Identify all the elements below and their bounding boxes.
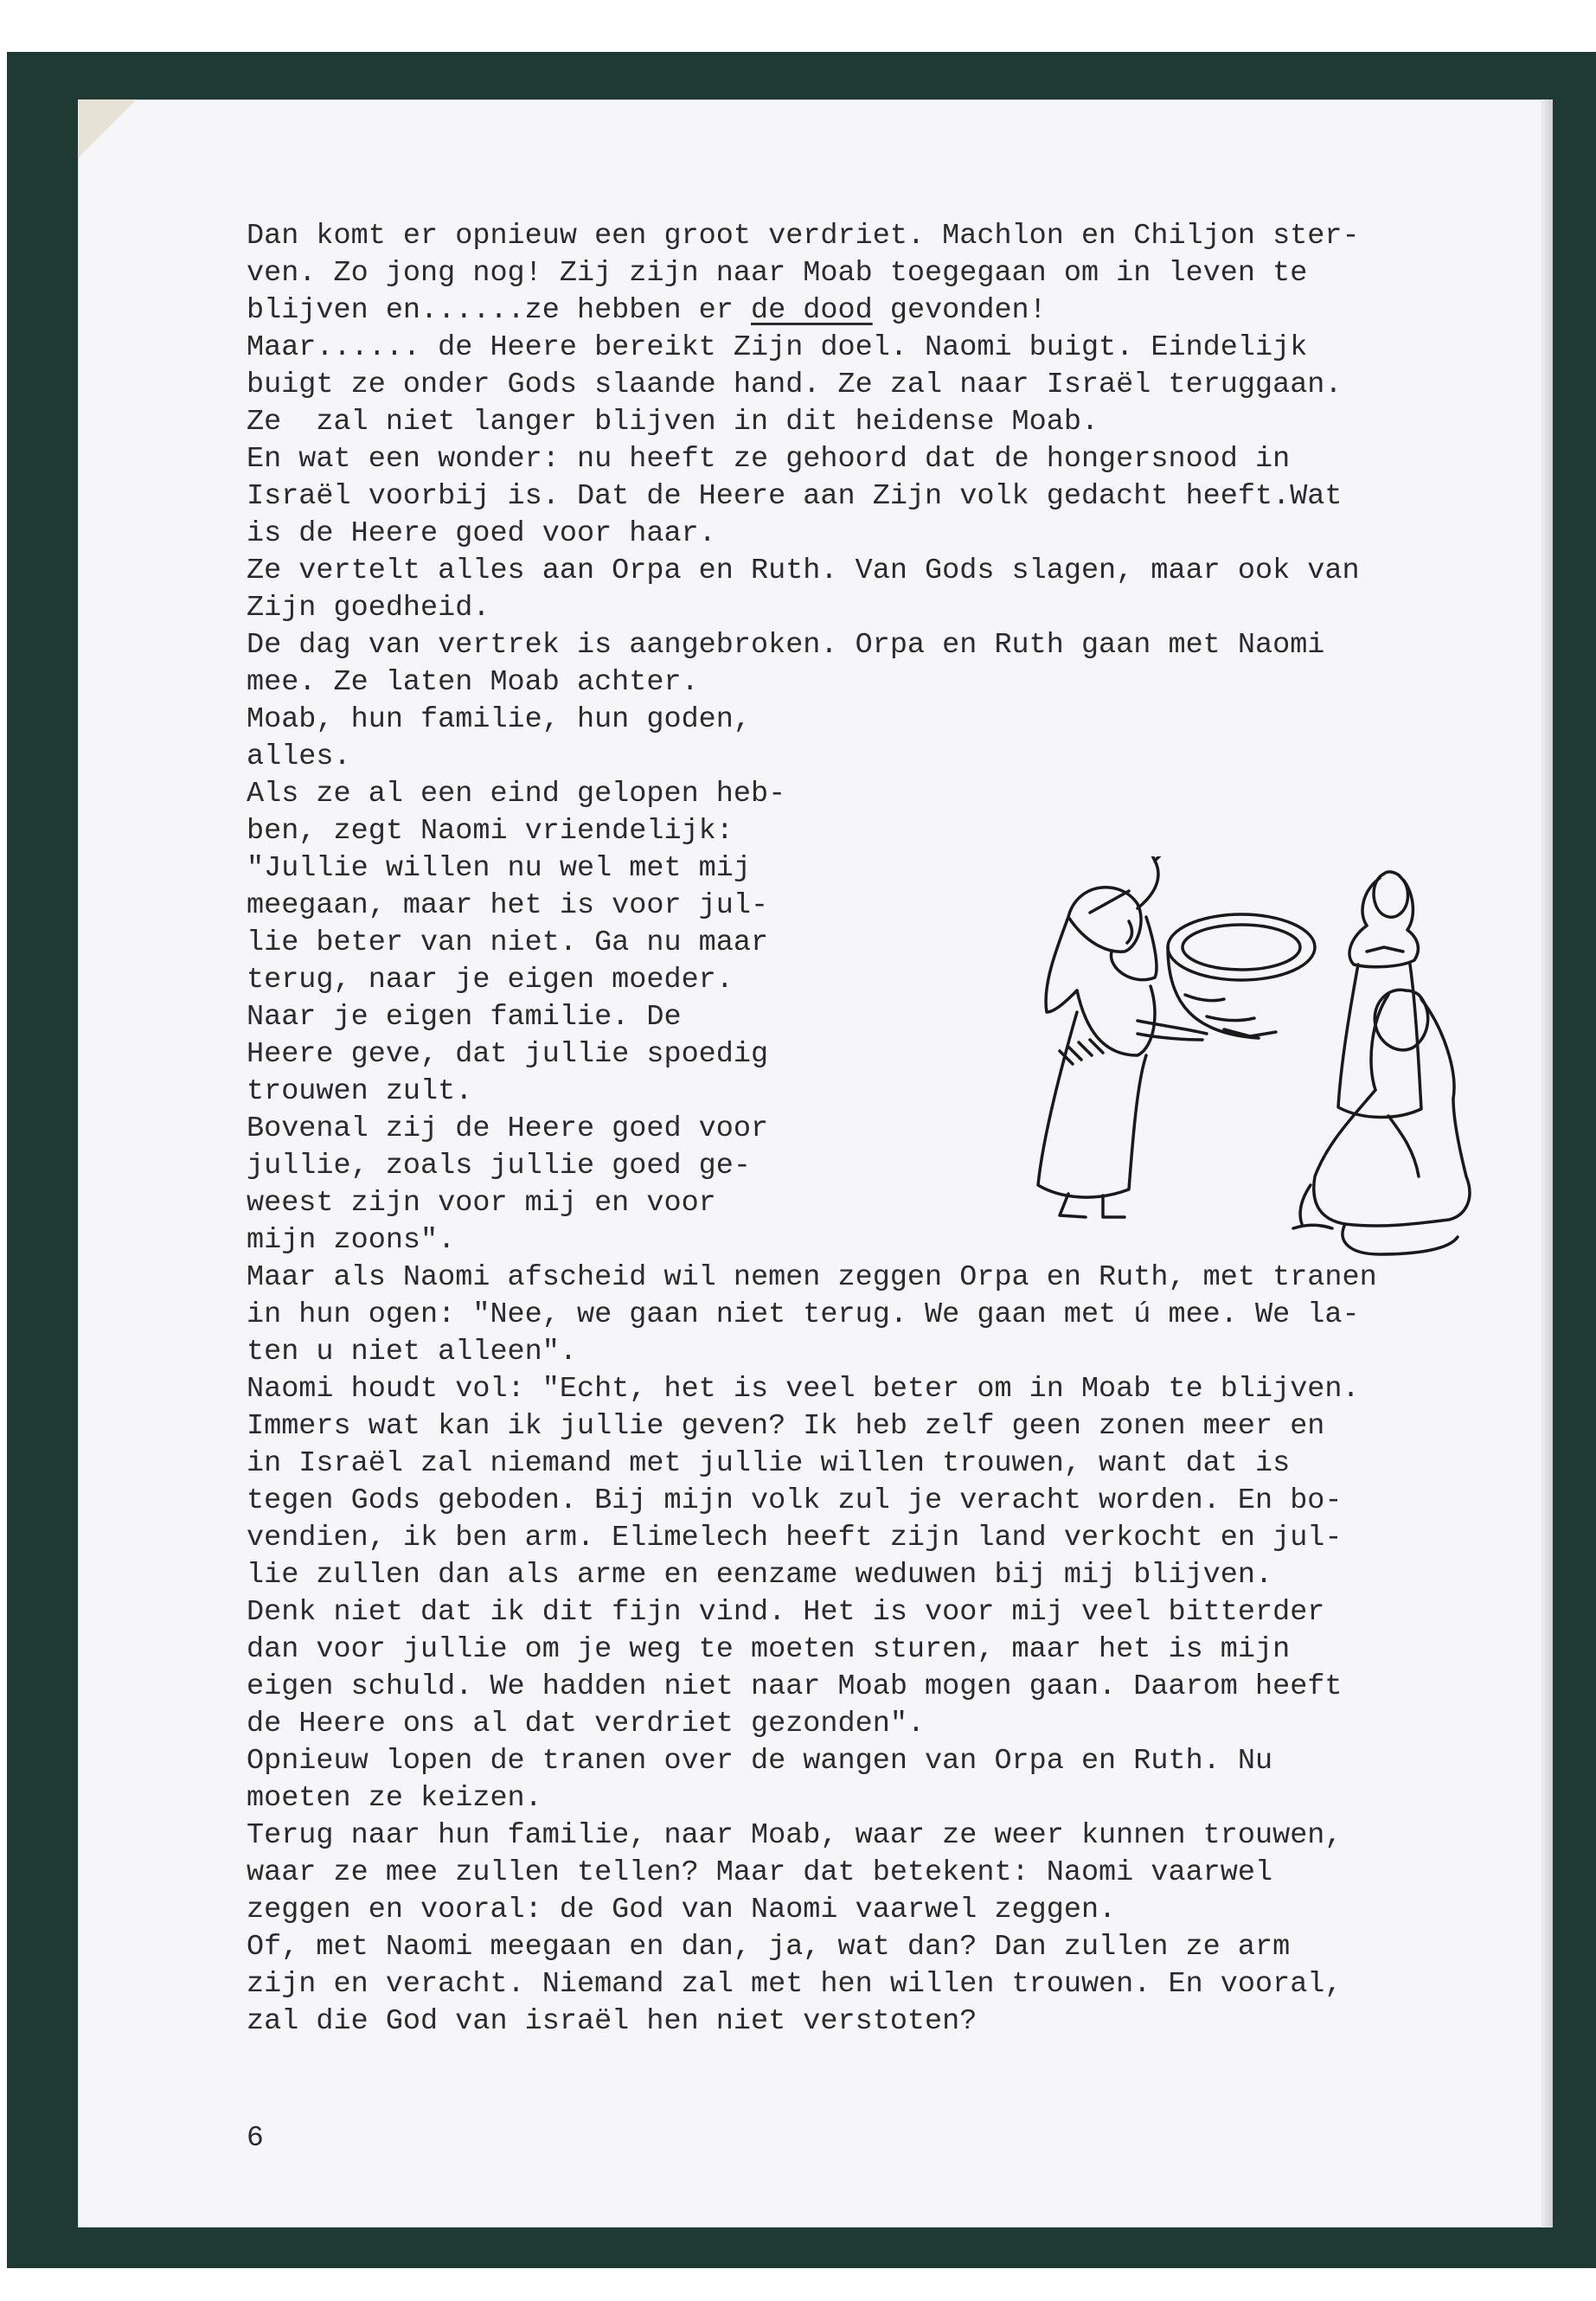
text-line: zijn en veracht. Niemand zal met hen willen trouwen. En vooral, xyxy=(247,1968,1343,2001)
text-line: Bovenal zij de Heere goed voor xyxy=(247,1112,769,1145)
text-line: eigen schuld. We hadden niet naar Moab mogen gaan. Daarom heeft xyxy=(247,1670,1343,1703)
text-line: in Israël zal niemand met jullie willen trouwen, want dat is xyxy=(247,1447,1291,1480)
text-line: Dan komt er opnieuw een groot verdriet. Machlon en Chiljon ster- xyxy=(247,220,1360,253)
text-line: jullie, zoals jullie goed ge- xyxy=(247,1150,751,1183)
text-fragment: gevonden! xyxy=(872,294,1047,327)
text-line: zeggen en vooral: de God van Naomi vaarwel zeggen. xyxy=(247,1894,1117,1926)
naomi-figure xyxy=(1038,856,1207,1217)
text-line: De dag van vertrek is aangebroken. Orpa en Ruth gaan met Naomi xyxy=(247,629,1325,662)
text-line: Als ze al een eind gelopen heb- xyxy=(247,778,786,811)
text-line: mijn zoons". xyxy=(247,1224,456,1257)
text-line: ten u niet alleen". xyxy=(247,1336,577,1368)
text-line: Ze zal niet langer blijven in dit heidense Moab. xyxy=(247,406,1099,439)
text-line: terug, naar je eigen moeder. xyxy=(247,964,734,997)
text-line: Maar...... de Heere bereikt Zijn doel. Naomi buigt. Eindelijk xyxy=(247,331,1308,364)
text-line: ven. Zo jong nog! Zij zijn naar Moab toegegaan om in leven te xyxy=(247,257,1308,290)
text-line: Israël voorbij is. Dat de Heere aan Zijn volk gedacht heeft.Wat xyxy=(247,480,1343,513)
underlined-phrase: de dood xyxy=(751,294,873,327)
ruth-figure xyxy=(1293,990,1470,1254)
corner-tape xyxy=(78,99,137,158)
text-line: Immers wat kan ik jullie geven? Ik heb zelf geen zonen meer en xyxy=(247,1410,1325,1443)
text-line: de Heere ons al dat verdriet gezonden". xyxy=(247,1708,926,1740)
text-line: waar ze mee zullen tellen? Maar dat betekent: Naomi vaarwel xyxy=(247,1856,1273,1889)
text-line: En wat een wonder: nu heeft ze gehoord dat de hongersnood in xyxy=(247,443,1291,476)
text-line: mee. Ze laten Moab achter. xyxy=(247,666,699,699)
text-line: lie beter van niet. Ga nu maar xyxy=(247,926,769,959)
text-line: Naar je eigen familie. De xyxy=(247,1001,682,1034)
text-line: lie zullen dan als arme en eenzame weduwen bij mij blijven. xyxy=(247,1559,1273,1592)
text-line: meegaan, maar het is voor jul- xyxy=(247,889,769,922)
text-line: Terug naar hun familie, naar Moab, waar ze weer kunnen trouwen, xyxy=(247,1819,1343,1852)
text-fragment: blijven en......ze hebben er xyxy=(247,294,751,327)
text-line xyxy=(247,293,1047,328)
text-line: ben, zegt Naomi vriendelijk: xyxy=(247,815,734,848)
text-line: trouwen zult. xyxy=(247,1075,473,1108)
text-line: tegen Gods geboden. Bij mijn volk zul je veracht worden. En bo- xyxy=(247,1484,1343,1517)
text-line: buigt ze onder Gods slaande hand. Ze zal naar Israël teruggaan. xyxy=(247,369,1343,401)
page-number: 6 xyxy=(247,2122,264,2154)
well-drawing xyxy=(1168,914,1315,1038)
text-line: Zijn goedheid. xyxy=(247,592,490,625)
text-line: in hun ogen: "Nee, we gaan niet terug. We gaan met ú mee. We la- xyxy=(247,1298,1360,1331)
naomi-orpa-ruth-illustration xyxy=(1008,856,1509,1280)
text-line: Heere geve, dat jullie spoedig xyxy=(247,1038,769,1071)
text-line: Opnieuw lopen de tranen over de wangen van Orpa en Ruth. Nu xyxy=(247,1745,1273,1778)
text-line: Denk niet dat ik dit fijn vind. Het is voor mij veel bitterder xyxy=(247,1596,1325,1629)
text-line: Maar als Naomi afscheid wil nemen zeggen Orpa en Ruth, met tranen xyxy=(247,1261,1377,1294)
page xyxy=(78,99,1553,2227)
orpa-figure xyxy=(1338,872,1421,1118)
text-line: Of, met Naomi meegaan en dan, ja, wat dan? Dan zullen ze arm xyxy=(247,1931,1291,1964)
text-line: Naomi houdt vol: "Echt, het is veel beter om in Moab te blijven. xyxy=(247,1373,1360,1406)
text-line: moeten ze keizen. xyxy=(247,1782,542,1815)
text-line: "Jullie willen nu wel met mij xyxy=(247,852,751,885)
text-line: is de Heere goed voor haar. xyxy=(247,517,716,550)
text-line: alles. xyxy=(247,740,351,773)
text-line: Ze vertelt alles aan Orpa en Ruth. Van Gods slagen, maar ook van xyxy=(247,554,1360,587)
text-line: zal die God van israël hen niet verstoten? xyxy=(247,2005,977,2038)
text-line: weest zijn voor mij en voor xyxy=(247,1187,716,1220)
text-line: dan voor jullie om je weg te moeten sturen, maar het is mijn xyxy=(247,1633,1291,1666)
text-line: vendien, ik ben arm. Elimelech heeft zijn land verkocht en jul- xyxy=(247,1522,1343,1554)
text-line: Moab, hun familie, hun goden, xyxy=(247,703,751,736)
